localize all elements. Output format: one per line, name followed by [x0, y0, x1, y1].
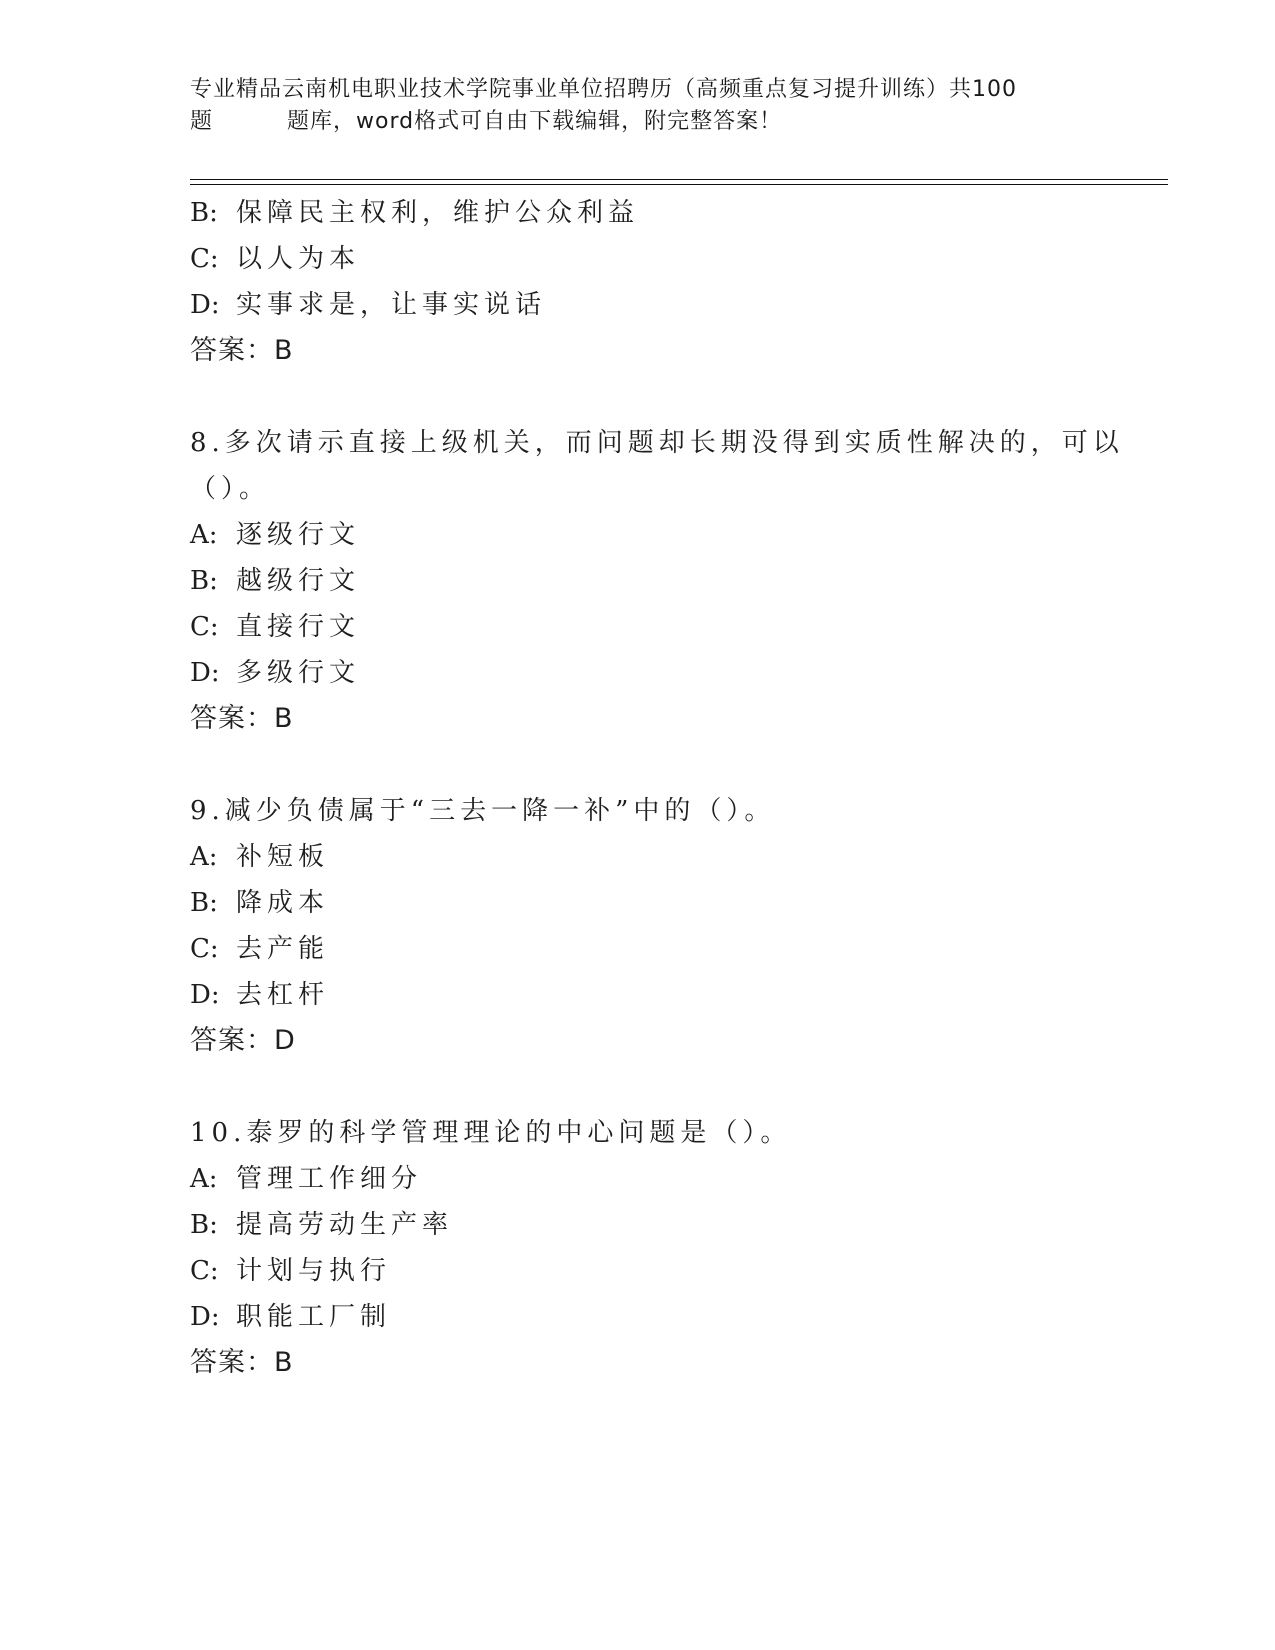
option-key: A: [190, 842, 218, 872]
option-a [190, 1156, 1090, 1202]
option-text: 以人为本 [236, 244, 361, 274]
option-key: A: [190, 520, 218, 550]
option-c [190, 1248, 1090, 1294]
option-b [190, 1202, 1090, 1248]
option-key: A: [190, 1164, 218, 1194]
option-text: 降成本 [236, 888, 330, 918]
answer-line: 答案：B [190, 1347, 294, 1378]
option-text: 越级行文 [236, 566, 361, 596]
header-title-line-2-a: 题 [190, 109, 214, 134]
option-d [190, 282, 1090, 328]
option-b [190, 880, 1090, 926]
option-text: 去杠杆 [236, 980, 330, 1010]
question-8 [190, 420, 1124, 742]
header-title-line-2-b: 题库，word格式可自由下载编辑，附完整答案！ [287, 109, 783, 134]
option-key: C: [190, 1256, 219, 1286]
header-title-line-1: 专业精品云南机电职业技术学院事业单位招聘历（高频重点复习提升训练）共100 [190, 77, 1017, 102]
option-d [190, 650, 1090, 696]
option-key: D: [190, 1302, 220, 1332]
question-10 [190, 1110, 1090, 1386]
header-divider-top [190, 179, 1168, 180]
option-text: 管理工作细分 [236, 1164, 423, 1194]
option-text: 计划与执行 [236, 1256, 392, 1286]
question-stem-line-2: （）。 [190, 474, 271, 504]
option-text: 多级行文 [236, 658, 361, 688]
option-c [190, 236, 1090, 282]
question-stem-line-1: 8.多次请示直接上级机关，而问题却长期没得到实质性解决的，可以 [190, 428, 1124, 458]
option-text: 逐级行文 [236, 520, 361, 550]
header-divider-bottom [190, 184, 1168, 185]
header-title-line-2 [190, 106, 1090, 138]
option-text: 职能工厂制 [236, 1302, 392, 1332]
option-key: C: [190, 612, 219, 642]
option-key: B: [190, 198, 218, 228]
option-c [190, 926, 1090, 972]
question-9 [190, 788, 1090, 1064]
answer-line: 答案：B [190, 703, 294, 734]
option-key: B: [190, 1210, 218, 1240]
option-text: 实事求是，让事实说话 [236, 290, 547, 320]
option-text: 保障民主权利，维护公众利益 [236, 198, 640, 228]
document-body [190, 190, 1124, 1386]
option-key: C: [190, 244, 219, 274]
option-c [190, 604, 1090, 650]
question-stem-line-1: 10.泰罗的科学管理理论的中心问题是（）。 [190, 1118, 792, 1148]
option-key: B: [190, 566, 218, 596]
option-key: D: [190, 980, 220, 1010]
option-b [190, 190, 1090, 236]
option-b [190, 558, 1090, 604]
option-text: 补短板 [236, 842, 330, 872]
option-a [190, 834, 1090, 880]
question-stem-line-1: 9.减少负债属于“三去一降一补”中的（）。 [190, 796, 776, 826]
answer-line: 答案：D [190, 1025, 296, 1056]
option-text: 直接行文 [236, 612, 361, 642]
option-d [190, 972, 1090, 1018]
option-d [190, 1294, 1090, 1340]
option-key: D: [190, 658, 220, 688]
question-7-tail [190, 190, 1090, 374]
option-a [190, 512, 1090, 558]
option-key: D: [190, 290, 220, 320]
answer-line: 答案：B [190, 335, 294, 366]
option-key: B: [190, 888, 218, 918]
option-text: 去产能 [236, 934, 330, 964]
page-header [190, 74, 1090, 138]
option-key: C: [190, 934, 219, 964]
option-text: 提高劳动生产率 [236, 1210, 454, 1240]
